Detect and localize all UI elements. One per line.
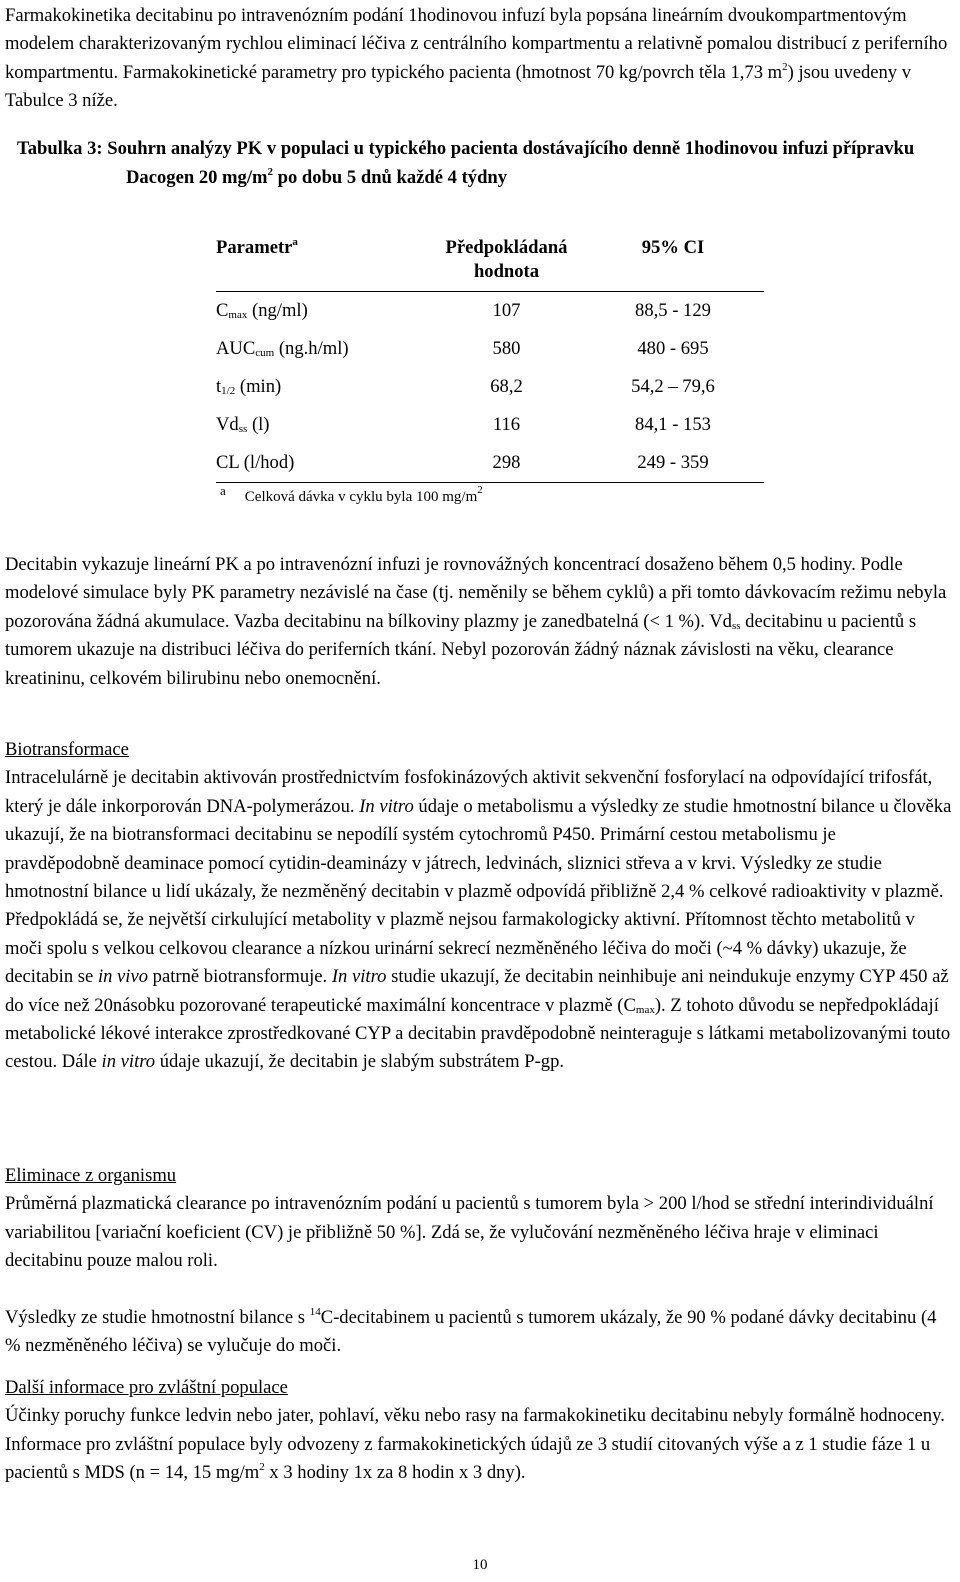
table-row <box>216 368 764 406</box>
row-parameter <box>216 292 431 331</box>
footnote-text: Celková dávka v cyklu byla 100 mg/m <box>244 489 478 505</box>
italic-run: In vitro <box>331 966 387 988</box>
elimination-heading: Eliminace z organismu <box>5 1165 177 1186</box>
row-value: 107 <box>492 300 521 321</box>
table-header-row <box>216 236 764 292</box>
pk-paragraph-text: Decitabin vykazuje lineární PK a po intravenózní infuzi je rovnovážných koncentrací dosaženo během 0,5 hodiny. Podle modelové simulace byly PK parametry nezávislé na čase (tj. neměnily se během cyklů) a při tomto dávkovacím režimu nebyla pozorována žádná akumulace. Vazba decitabinu na bílkoviny plazmy je zanedbatelná (< 1 %). Vd <box>5 554 947 632</box>
header-value: Předpokládaná hodnota <box>445 237 568 282</box>
row-ci: 54,2 – 79,6 <box>631 376 715 397</box>
text-run: studie ukazují, že decitabin neinhibuje ani neindukuje enzymy CYP 450 až do více než 20násobku pozorované terapeutické maximální koncentrace v plazmě (C <box>5 966 949 1016</box>
row-value: 116 <box>492 414 521 435</box>
special-populations-section <box>5 1374 955 1488</box>
table-row <box>216 406 764 444</box>
header-parameter-label: Parametr <box>216 237 293 258</box>
italic-run: In vitro <box>359 795 414 817</box>
header-parameter-superscript: a <box>292 236 298 248</box>
elimination-paragraph-1: Průměrná plazmatická clearance po intravenózním podání u pacientů s tumorem byla > 200 l/hod se střední interindividuální variabilitou [variační koeficient (CV) je přibližně 50 %]. Zdá se, že vylučování nezměněného léčiva hraje v eliminaci decitabinu pouze malou roli. <box>5 1193 934 1272</box>
text-run: Účinky poruchy funkce ledvin nebo jater, pohlaví, věku nebo rasy na farmakokinetiku decitabinu nebyly formálně hodnoceny. Informace pro zvláštní populace byly odvozeny z farmakokinetických údajů ze 3 studií citovaných výše a z 1 studie fáze 1 u pacientů s MDS (n = 14, 15 mg/m <box>5 1405 945 1484</box>
row-parameter <box>216 406 431 444</box>
table-caption-text: Tabulka 3: Souhrn analýzy PK v populaci u typického pacienta dostávajícího denně 1hodinovou infuzi přípravku Dacogen 20 mg/m <box>17 137 915 188</box>
row-parameter <box>216 444 431 483</box>
table-row <box>216 444 764 483</box>
parameter-name: Vd <box>216 414 239 435</box>
intro-paragraph <box>5 2 955 116</box>
pk-paragraph <box>5 551 955 693</box>
parameter-name: CL (l/hod) <box>216 452 295 473</box>
parameter-name: t <box>216 376 222 397</box>
parameter-subscript: cum <box>255 347 275 359</box>
table-caption-superscript: 2 <box>267 165 273 178</box>
italic-run: in vitro <box>101 1051 156 1073</box>
row-value: 580 <box>492 338 521 359</box>
elimination-section <box>5 1162 955 1360</box>
italic-run: in vivo <box>97 966 149 988</box>
superscript-run: 2 <box>259 1461 265 1474</box>
parameter-subscript: ss <box>238 423 248 435</box>
text-run: Výsledky ze studie hmotnostní bilance s <box>5 1306 310 1328</box>
row-ci: 480 - 695 <box>637 338 709 359</box>
header-parameter <box>216 236 431 292</box>
row-ci: 249 - 359 <box>637 452 709 473</box>
pk-table <box>216 236 764 483</box>
text-run: údaje o metabolismu a výsledky ze studie hmotnostní bilance u člověka ukazují, že na biotransformaci decitabinu se nepodílí systém cytochromů P450. Primární cestou metabolismu je pravděpodobně deaminace pomocí cytidin-deaminázy v játrech, ledvinách, sliznici střeva a v krvi. Výsledky ze studie hmotnostní bilance u lidí ukázaly, že nezměněný decitabin v plazmě odpovídá přibližně 2,4 % celkové radioaktivity v plazmě. Předpokládá se, že největší cirkulující metabolity v plazmě nejsou farmakologicky aktivní. Přítomnost těchto metabolitů v moči spolu s velkou celkovou clearance a nízkou urinární sekrecí nezměněného léčiva do moči (~4 % dávky) ukazuje, že decitabin se <box>5 795 952 988</box>
table-footnote <box>220 483 483 511</box>
parameter-subscript: 1/2 <box>221 385 236 397</box>
page-number: 10 <box>472 1557 488 1573</box>
row-parameter <box>216 330 431 368</box>
table-caption-end: po dobu 5 dnů každé 4 týdny <box>273 166 508 188</box>
intro-text: Farmakokinetika decitabinu po intravenózním podání 1hodinovou infuzí byla popsána lineárním dvoukompartmentovým modelem charakterizovaným rychlou eliminací léčiva z centrálního kompartmentu a relativně pomalou distribucí z periferního kompartmentu. Farmakokinetické parametry pro typického pacienta (hmotnost 70 kg/povrch těla 1,73 m <box>5 5 948 83</box>
table-row <box>216 292 764 331</box>
row-ci: 84,1 - 153 <box>635 414 711 435</box>
pk-paragraph-subscript: ss <box>731 619 741 632</box>
document-page <box>5 0 955 1573</box>
intro-superscript: 2 <box>782 60 788 73</box>
special-populations-paragraph <box>5 1402 955 1487</box>
pk-paragraph-text-end: decitabinu u pacientů s tumorem ukazuje na distribuci léčiva do periferních tkání. Nebyl pozorován žádný náznak závislosti na věku, clearance kreatininu, celkovém bilirubinu nebo onemocnění. <box>5 610 917 689</box>
footnote-mark: a <box>220 483 226 498</box>
subscript-run: max <box>635 1003 655 1016</box>
footnote-superscript: 2 <box>477 484 483 496</box>
biotransformation-paragraph <box>5 764 955 1076</box>
table-row <box>216 330 764 368</box>
row-parameter <box>216 368 431 406</box>
text-run: údaje ukazují, že decitabin je slabým substrátem P-gp. <box>155 1051 565 1073</box>
table-caption <box>5 134 946 192</box>
text-run: ). Z tohoto důvodu se nepředpokládají metabolické lékové interakce zprostředkované CYP a decitabin pravděpodobně neinteraguje s látkami metabolizovanými touto cestou. Dále <box>5 994 951 1073</box>
parameter-unit: (min) <box>235 376 282 397</box>
parameter-unit: (ng.h/ml) <box>274 338 349 359</box>
text-run: Intracelulárně je decitabin aktivován prostřednictvím fosfokinázových aktivit sekvenční fosforylací na odpovídající trifosfát, který je dále inkorporován DNA-polymerázou. <box>5 767 933 817</box>
text-run: patrně biotransformuje. <box>148 966 332 988</box>
parameter-name: AUC <box>216 338 256 359</box>
parameter-name: C <box>216 300 229 321</box>
elimination-paragraph-2 <box>5 1304 955 1361</box>
biotransformation-section <box>5 736 955 1077</box>
text-run: x 3 hodiny 1x za 8 hodin x 3 dny). <box>264 1462 526 1484</box>
parameter-unit: (l) <box>247 414 270 435</box>
text-run: C-decitabinem u pacientů s tumorem ukázaly, že 90 % podané dávky decitabinu (4 % nezměněného léčiva) se vylučuje do moči. <box>5 1306 937 1357</box>
special-populations-heading: Další informace pro zvláštní populace <box>5 1377 288 1398</box>
biotransformation-heading: Biotransformace <box>5 739 129 760</box>
header-ci: 95% CI <box>641 237 705 258</box>
row-value: 298 <box>492 452 521 473</box>
row-ci: 88,5 - 129 <box>635 300 711 321</box>
parameter-unit: (ng/ml) <box>247 300 308 321</box>
row-value: 68,2 <box>490 376 523 397</box>
superscript-run: 14 <box>309 1305 321 1318</box>
parameter-subscript: max <box>228 309 248 321</box>
intro-text-end: ) jsou uvedeny v Tabulce 3 níže. <box>5 61 912 112</box>
